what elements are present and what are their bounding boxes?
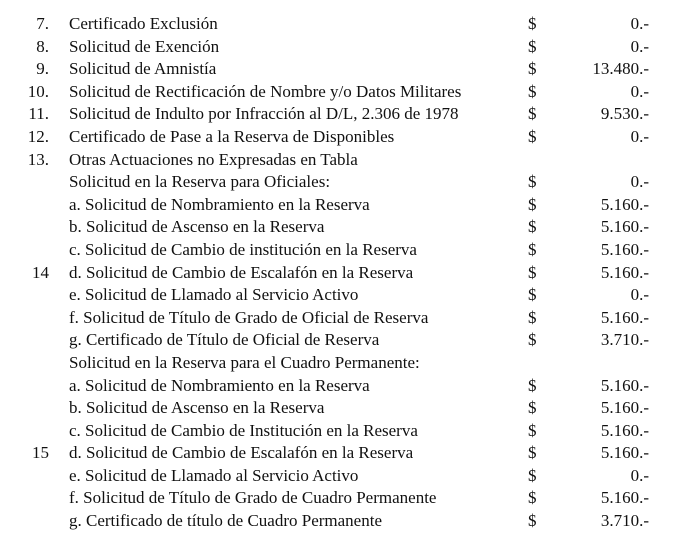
table-row	[0, 216, 698, 239]
row-amount: 0.-	[630, 81, 649, 101]
currency-symbol: $	[528, 443, 537, 463]
currency-symbol: $	[528, 398, 537, 418]
table-row	[0, 13, 698, 36]
row-amount: 5.160.-	[600, 488, 649, 508]
table-row	[0, 58, 698, 81]
table-row	[0, 420, 698, 443]
row-amount: 3.710.-	[600, 330, 649, 350]
row-amount: 0.-	[630, 14, 649, 33]
table-row	[0, 510, 698, 533]
row-label: f. Solicitud de Título de Grado de Cuadro Permanente	[69, 488, 437, 508]
row-amount: 0.-	[630, 126, 649, 146]
row-label: b. Solicitud de Ascenso en la Reserva	[69, 217, 325, 237]
table-row	[0, 262, 698, 285]
row-label: c. Solicitud de Cambio de Institución en la Reserva	[69, 420, 418, 440]
currency-symbol: $	[528, 375, 537, 395]
currency-symbol: $	[528, 465, 537, 485]
row-label: Otras Actuaciones no Expresadas en Tabla	[69, 149, 358, 169]
row-label: g. Certificado de Título de Oficial de Reserva	[69, 330, 380, 350]
row-label: c. Solicitud de Cambio de institución en la Reserva	[69, 239, 417, 259]
currency-symbol: $	[528, 262, 537, 282]
row-amount: 0.-	[630, 36, 649, 56]
row-amount: 13.480.-	[592, 59, 649, 79]
table-row	[0, 397, 698, 420]
row-number: 11.	[28, 104, 49, 124]
table-row	[0, 194, 698, 217]
row-label: Solicitud en la Reserva para Oficiales:	[69, 172, 331, 192]
row-number: 14	[32, 262, 49, 282]
row-amount: 5.160.-	[600, 262, 649, 282]
currency-symbol: $	[528, 104, 537, 124]
currency-symbol: $	[528, 59, 537, 79]
currency-symbol: $	[528, 194, 537, 214]
table-row	[0, 465, 698, 488]
row-amount: 5.160.-	[600, 194, 649, 214]
currency-symbol: $	[528, 239, 537, 259]
currency-symbol: $	[528, 217, 537, 237]
row-label: e. Solicitud de Llamado al Servicio Activo	[69, 285, 359, 305]
table-row	[0, 103, 698, 126]
row-amount: 0.-	[630, 172, 649, 192]
currency-symbol: $	[528, 330, 537, 350]
row-label: f. Solicitud de Título de Grado de Oficial de Reserva	[69, 307, 429, 327]
row-label: Solicitud de Rectificación de Nombre y/o Datos Militares	[69, 81, 462, 101]
currency-symbol: $	[528, 285, 537, 305]
row-number: 8.	[36, 36, 49, 56]
row-amount: 0.-	[630, 285, 649, 305]
row-amount: 9.530.-	[600, 104, 649, 124]
row-number: 15	[32, 443, 49, 463]
table-row	[0, 36, 698, 59]
row-label: Certificado Exclusión	[69, 14, 218, 33]
row-amount: 5.160.-	[600, 398, 649, 418]
row-amount: 5.160.-	[600, 217, 649, 237]
row-label: Certificado de Pase a la Reserva de Disponibles	[69, 126, 395, 146]
currency-symbol: $	[528, 36, 537, 56]
row-amount: 0.-	[630, 465, 649, 485]
row-amount: 3.710.-	[600, 511, 649, 531]
table-row	[0, 487, 698, 510]
row-number: 7.	[36, 14, 49, 33]
row-number: 10.	[27, 81, 49, 101]
row-amount: 5.160.-	[600, 307, 649, 327]
table-row	[0, 171, 698, 194]
table-row	[0, 149, 698, 172]
table-row	[0, 239, 698, 262]
table-row	[0, 442, 698, 465]
row-label: a. Solicitud de Nombramiento en la Reserva	[69, 194, 370, 214]
row-label: Solicitud de Amnistía	[69, 59, 217, 79]
currency-symbol: $	[528, 420, 537, 440]
row-amount: 5.160.-	[600, 443, 649, 463]
table-row	[0, 329, 698, 352]
currency-symbol: $	[528, 81, 537, 101]
row-label: d. Solicitud de Cambio de Escalafón en la Reserva	[69, 262, 414, 282]
row-label: a. Solicitud de Nombramiento en la Reserva	[69, 375, 370, 395]
currency-symbol: $	[528, 126, 537, 146]
row-label: Solicitud en la Reserva para el Cuadro Permanente:	[69, 352, 420, 372]
row-amount: 5.160.-	[600, 420, 649, 440]
table-row	[0, 284, 698, 307]
currency-symbol: $	[528, 511, 537, 531]
row-label: d. Solicitud de Cambio de Escalafón en la Reserva	[69, 443, 414, 463]
table-row	[0, 307, 698, 330]
row-label: b. Solicitud de Ascenso en la Reserva	[69, 398, 325, 418]
row-label: Solicitud de Exención	[69, 36, 220, 56]
row-amount: 5.160.-	[600, 375, 649, 395]
row-label: g. Certificado de título de Cuadro Permanente	[69, 511, 382, 531]
row-number: 13.	[27, 149, 49, 169]
row-amount: 5.160.-	[600, 239, 649, 259]
currency-symbol: $	[528, 14, 537, 33]
fee-table	[0, 13, 698, 533]
currency-symbol: $	[528, 488, 537, 508]
row-number: 9.	[36, 59, 49, 79]
table-row	[0, 126, 698, 149]
table-row	[0, 352, 698, 375]
row-number: 12.	[27, 126, 49, 146]
row-label: e. Solicitud de Llamado al Servicio Activo	[69, 465, 359, 485]
currency-symbol: $	[528, 307, 537, 327]
table-row	[0, 375, 698, 398]
row-label: Solicitud de Indulto por Infracción al D/L, 2.306 de 1978	[69, 104, 459, 124]
currency-symbol: $	[528, 172, 537, 192]
table-row	[0, 81, 698, 104]
